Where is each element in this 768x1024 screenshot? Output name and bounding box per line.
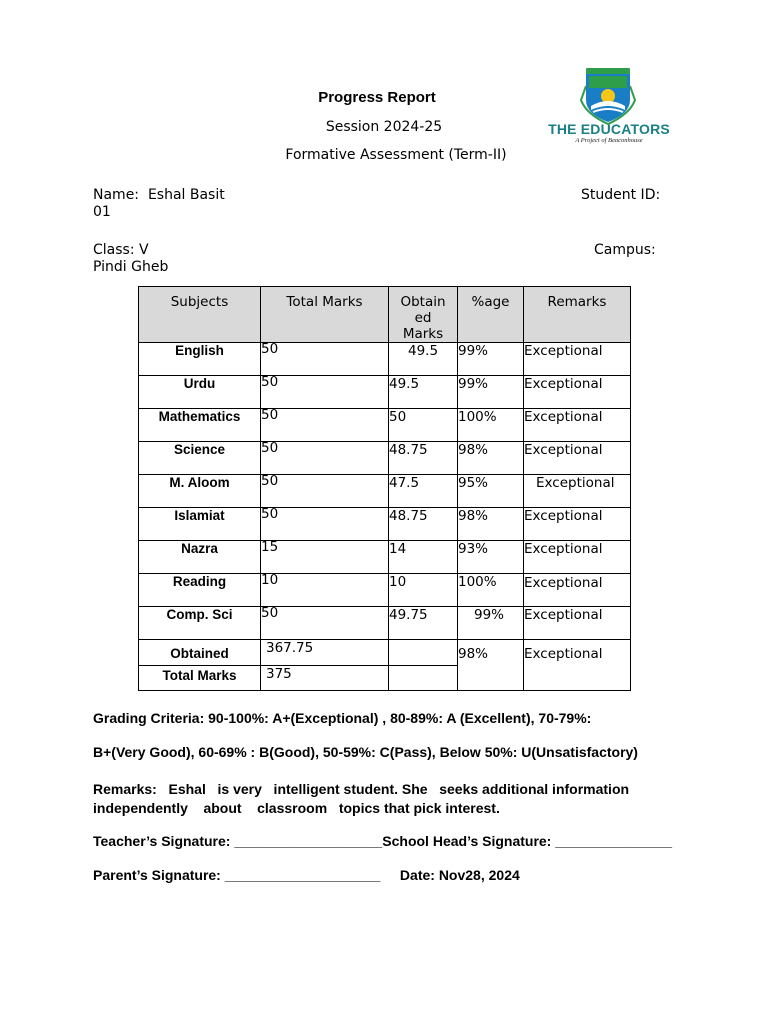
remarks-cell: Exceptional [524,409,631,442]
session-label: Session 2024-25 [325,119,443,135]
header-obtained-line1: Obtain [400,294,446,310]
remarks-cell: Exceptional [524,607,631,640]
empty-cell [389,666,458,691]
percent-cell: 98% [458,442,524,475]
percent-cell: 99% [458,376,524,409]
subject-cell: English [139,343,261,376]
obtained-cell: 50 [389,409,458,442]
percent-cell: 99% [458,607,524,640]
header-obtained-marks [389,287,458,343]
remarks-text-line1: Eshal is very intelligent student. She seeks additional information [168,781,630,797]
percent-cell: 95% [458,475,524,508]
signature-line-1 [93,833,672,849]
grading-criteria-line1: Grading Criteria: 90-100%: A+(Exceptional) , 80-89%: A (Excellent), 70-79%: [93,710,592,726]
obtained-cell: 14 [389,541,458,574]
total-cell: 10 [261,574,389,607]
total-cell: 50 [261,409,389,442]
subject-cell: Urdu [139,376,261,409]
total-cell: 15 [261,541,389,574]
obtained-cell: 10 [389,574,458,607]
page-title: Progress Report [318,89,436,106]
percent-cell: 100% [458,409,524,442]
remarks-cell: Exceptional [524,475,631,508]
total-cell: 50 [261,343,389,376]
total-cell: 50 [261,442,389,475]
obtained-cell: 48.75 [389,442,458,475]
obtained-value-cell: 367.75 [261,640,389,666]
logo-name: THE EDUCATORS [548,121,670,137]
total-cell: 50 [261,607,389,640]
obtained-label-cell: Obtained [139,640,261,666]
report-date: Date: Nov28, 2024 [399,867,520,883]
subject-cell: Nazra [139,541,261,574]
table-header-row [139,287,631,343]
campus-value: Pindi Gheb [93,259,169,275]
percent-cell: 99% [458,343,524,376]
header-obtained-line3: Marks [402,326,444,342]
signature-line-2 [93,867,520,883]
class-label: Class: [93,242,135,258]
total-value-cell: 375 [261,666,389,691]
subject-cell: M. Aloom [139,475,261,508]
empty-cell [389,640,458,666]
subject-cell: Comp. Sci [139,607,261,640]
table-row [139,541,631,574]
summary-row-obtained [139,640,631,666]
student-id-label: Student ID: [581,187,661,203]
remarks-cell: Exceptional [524,442,631,475]
name-value: Eshal Basit [147,187,225,203]
logo-tagline: A Project of Beaconhouse [575,137,643,144]
campus-label: Campus: [594,242,656,258]
subject-cell: Mathematics [139,409,261,442]
table-row [139,376,631,409]
grading-criteria-line2: B+(Very Good), 60-69% : B(Good), 50-59%: C(Pass), Below 50%: U(Unsatisfactory) [93,744,638,760]
remarks-cell: Exceptional [524,376,631,409]
remarks-cell: Exceptional [524,508,631,541]
summary-percent-cell: 98% [458,640,524,691]
header-remarks: Remarks [524,287,631,343]
summary-remarks-cell: Exceptional [524,640,631,691]
obtained-cell: 49.75 [389,607,458,640]
remarks-cell: Exceptional [524,541,631,574]
remarks-line1 [93,780,653,799]
table-row [139,442,631,475]
table-row [139,343,631,376]
header-obtained-line2: ed [414,310,432,326]
obtained-cell: 49.5 [389,376,458,409]
subject-cell: Islamiat [139,508,261,541]
header-percent: %age [458,287,524,343]
percent-cell: 98% [458,508,524,541]
table-row [139,508,631,541]
table-row [139,475,631,508]
total-label-cell: Total Marks [139,666,261,691]
total-cell: 50 [261,508,389,541]
remarks-cell: Exceptional [524,343,631,376]
remarks-label: Remarks: [93,781,157,797]
percent-cell: 93% [458,541,524,574]
name-field [93,187,225,204]
header-total-marks: Total Marks [261,287,389,343]
obtained-cell: 49.5 [389,343,458,376]
marks-table [138,286,631,691]
percent-cell: 100% [458,574,524,607]
table-row [139,574,631,607]
remarks-cell: Exceptional [524,574,631,607]
total-cell: 50 [261,475,389,508]
obtained-cell: 47.5 [389,475,458,508]
class-value: V [139,242,149,258]
table-row [139,607,631,640]
school-head-signature: School Head’s Signature: _______________ [382,833,673,849]
assessment-label: Formative Assessment (Term-II) [285,147,507,163]
teacher-signature: Teacher’s Signature: ___________________ [93,833,383,849]
obtained-cell: 48.75 [389,508,458,541]
student-id-value: 01 [93,204,111,220]
header-subjects: Subjects [139,287,261,343]
subject-cell: Science [139,442,261,475]
remarks-block [93,780,653,818]
class-field [93,242,149,259]
name-label: Name: [93,187,140,203]
subject-cell: Reading [139,574,261,607]
table-row [139,409,631,442]
parent-signature: Parent’s Signature: ____________________ [93,867,381,883]
remarks-text-line2: independently about classroom topics that pick interest. [93,800,500,816]
total-cell: 50 [261,376,389,409]
